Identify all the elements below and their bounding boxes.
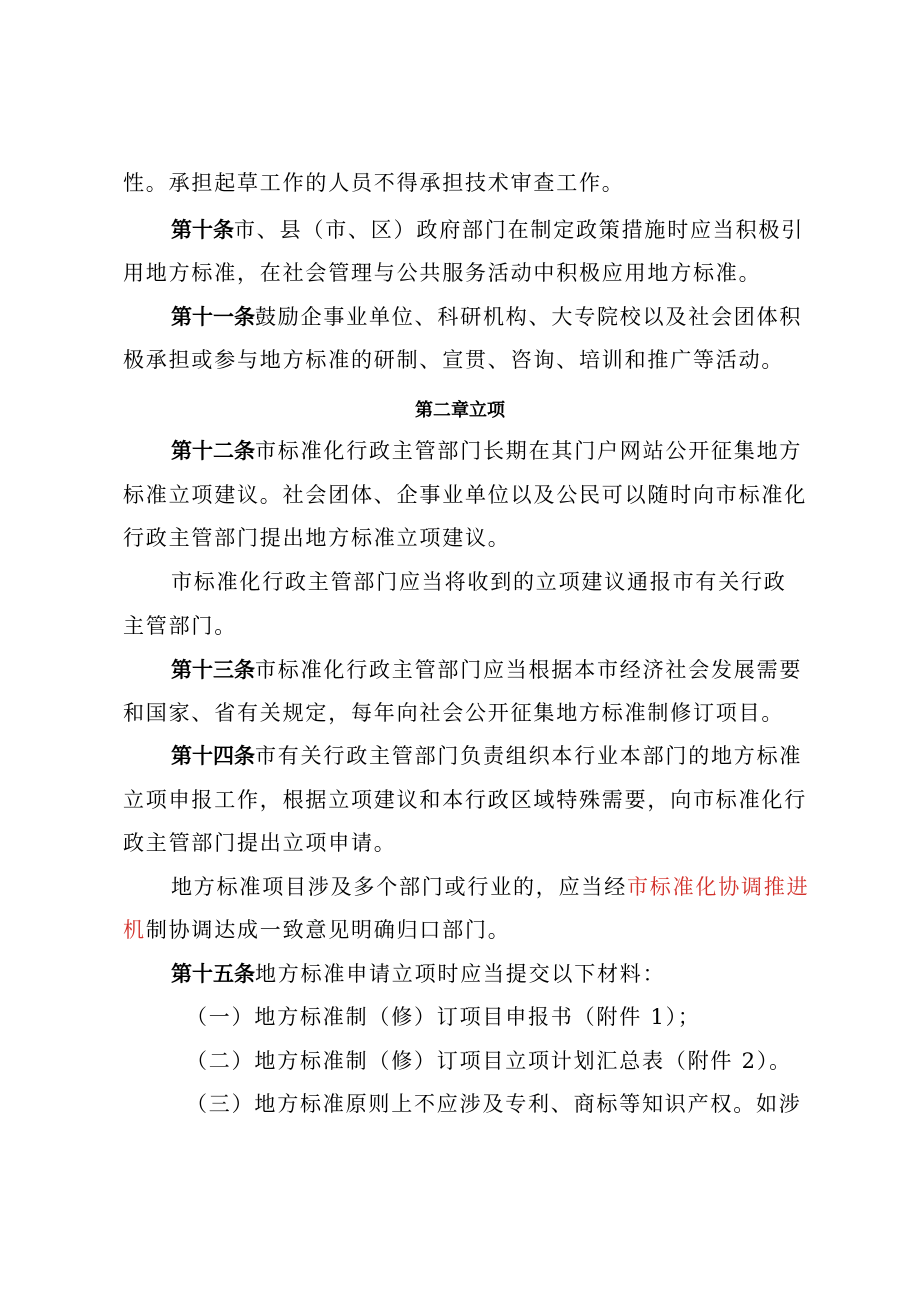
article-10-label: 第十条 <box>171 218 234 242</box>
highlighted-text: 机 <box>123 918 146 942</box>
article-11-line: 极承担或参与地方标准的研制、宣贯、咨询、培训和推广等活动。 <box>123 348 785 372</box>
article-12-line: 行政主管部门提出地方标准立项建议。 <box>123 526 511 550</box>
article-14-line: 立项申报工作，根据立项建议和本行政区域特殊需要，向市标准化行 <box>123 788 807 812</box>
article-11-line: 第十一条鼓励企事业单位、科研机构、大专院校以及社会团体积 <box>171 305 803 329</box>
article-12-line: 第十二条市标准化行政主管部门长期在其门户网站公开征集地方 <box>171 439 803 463</box>
article-11-label: 第十一条 <box>171 305 255 329</box>
article-12-line: 标准立项建议。社会团体、企事业单位以及公民可以随时向市标准化 <box>123 483 807 507</box>
article-13-label: 第十三条 <box>171 658 255 682</box>
article-14-line: 政主管部门提出立项申请。 <box>123 831 397 855</box>
article-12-label: 第十二条 <box>171 439 255 463</box>
list-item: （三）地方标准原则上不应涉及专利、商标等知识产权。如涉 <box>186 1092 802 1116</box>
article-14-line: 第十四条市有关行政主管部门负责组织本行业本部门的地方标准 <box>171 744 803 768</box>
article-15-label: 第十五条 <box>171 962 255 986</box>
article-10-line: 用地方标准，在社会管理与公共服务活动中积极应用地方标准。 <box>123 261 762 285</box>
chapter-heading: 第二章立项 <box>415 400 505 421</box>
article-14-label: 第十四条 <box>171 744 255 768</box>
article-10-line: 第十条市、县（市、区）政府部门在制定政策措施时应当积极引 <box>171 218 804 242</box>
article-14-paragraph-2: 机制协调达成一致意见明确归口部门。 <box>123 918 511 942</box>
list-item: （二）地方标准制（修）订项目立项计划汇总表（附件 2）。 <box>186 1049 792 1073</box>
paragraph-line: 性。承担起草工作的人员不得承担技术审查工作。 <box>123 171 625 195</box>
article-13-line: 第十三条市标准化行政主管部门应当根据本市经济社会发展需要 <box>171 658 803 682</box>
article-15-line: 第十五条地方标准申请立项时应当提交以下材料： <box>171 962 666 986</box>
article-14-paragraph-2: 地方标准项目涉及多个部门或行业的，应当经市标准化协调推进 <box>171 875 810 899</box>
article-12-paragraph-2: 主管部门。 <box>123 614 237 638</box>
highlighted-text: 市标准化协调推进 <box>627 875 810 899</box>
article-12-paragraph-2: 市标准化行政主管部门应当将收到的立项建议通报市有关行政 <box>171 570 787 594</box>
article-13-line: 和国家、省有关规定，每年向社会公开征集地方标准制修订项目。 <box>123 701 785 725</box>
list-item: （一）地方标准制（修）订项目申报书（附件 1）； <box>186 1005 701 1029</box>
